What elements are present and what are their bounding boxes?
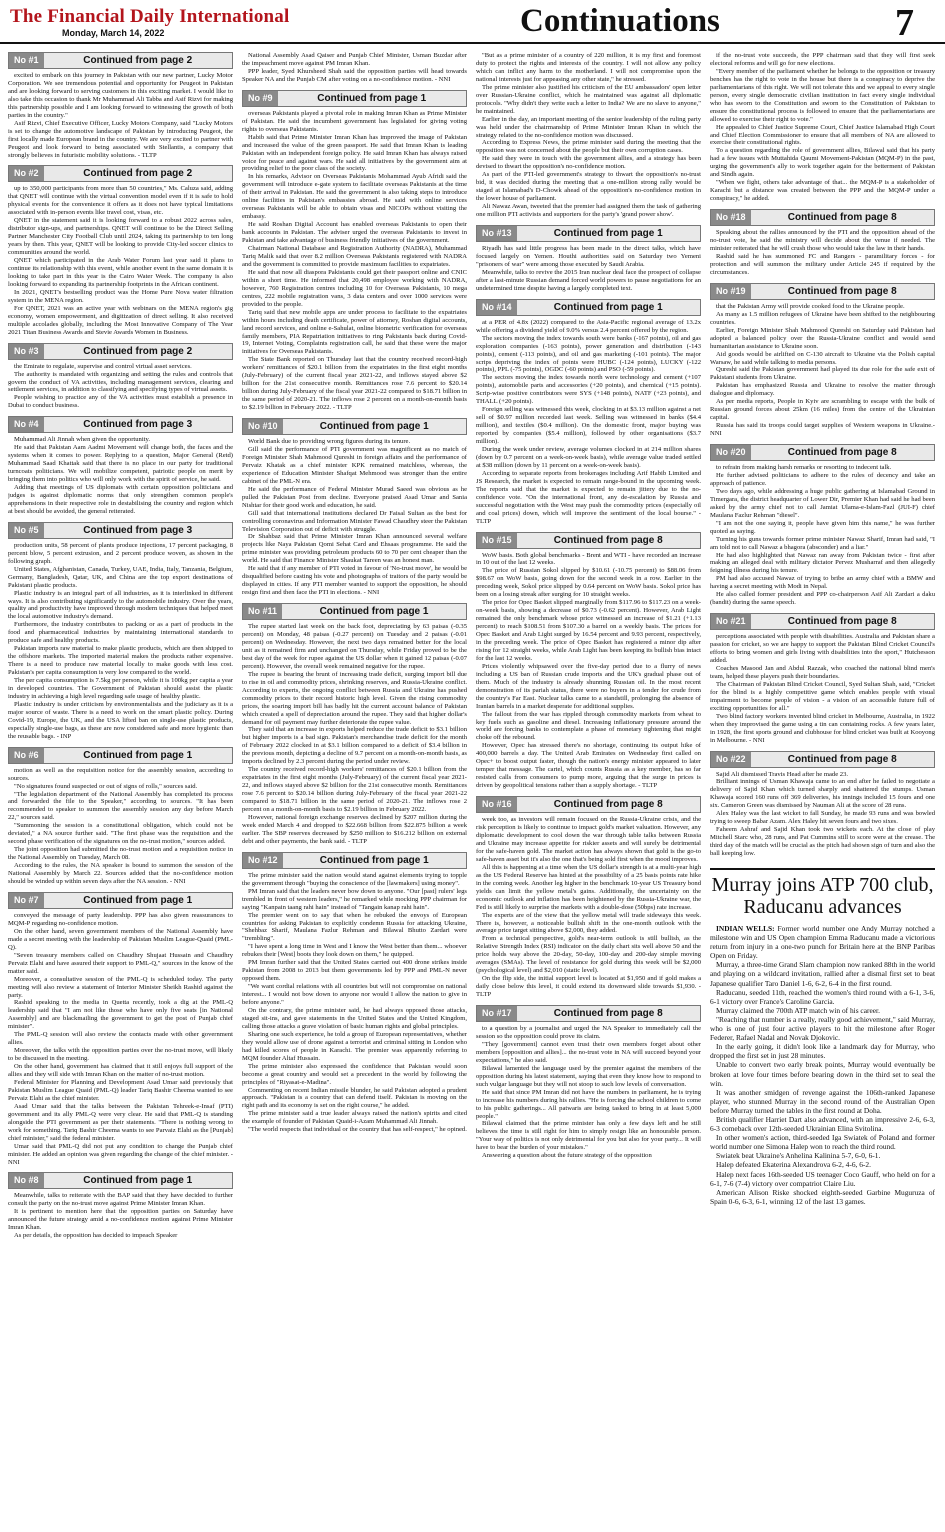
story bbox=[242, 90, 467, 412]
continued-from-label: Continued from page 1 bbox=[317, 92, 427, 104]
story-paragraph: the Emirate to regulate, supervise and control virtual asset services. bbox=[14, 362, 192, 370]
story-body bbox=[242, 872, 467, 1134]
story-header bbox=[8, 747, 233, 764]
story-paragraph: QNET which participated in the Arab Water Forum last year said it plans to continue its relationship with this event, while another event in the same domain it is looking to take part in this year is the Cairo Water Week. The company is also looking forward to expanding its partnership footprints in the African continent. bbox=[8, 257, 233, 288]
story-paragraph: Moreover, a consultative session of the PML-Q is scheduled today. The party meeting will also review a statement of Interior Minister Sheikh Rashid against the party. bbox=[8, 975, 233, 999]
story-paragraph: motion as well as the requisition notice for the assembly session, according to sources. bbox=[8, 766, 233, 782]
story-paragraph: The State Bank reported on Thursday last that the country received record-high workers' remittances of $20.1 billion from the expatriates in the first eight months (July-February) of the current fiscal year 2021-22, and inflows stayed above $2 billion for the 21st consecutive month. Remittances rose 7.6 percent to $20.14 billion during July-February of the fiscal year 2021-22 compared to $18.71 billion in the same period of 2020-21. The inflows rose 2 percent on a month-on-month basis to $2.19 billion in February 2022. - TLTP bbox=[242, 356, 467, 412]
story-body bbox=[476, 319, 701, 526]
story-paragraph: Coaches Masood Jan and Abdul Razzak, who coached the national blind men's team, helped these players push their boundaries. bbox=[710, 665, 935, 680]
story-paragraph: He also called former president and PPP co-chairperson Asif Ali Zardari a daku (bandit) during the same speech. bbox=[710, 591, 935, 607]
story-paragraph: The prime minister also justified his criticism of the EU ambassadors' open letter over Russian-Ukraine conflict, which he maintained was against all diplomatic protocols. "Why didn't they write such a letter to India? We are no slave to anyone," he maintained. bbox=[476, 83, 701, 115]
story bbox=[8, 52, 233, 159]
story bbox=[8, 892, 233, 1167]
story-body bbox=[710, 464, 935, 607]
story-paragraph: Answering a question about the future strategy of the opposition bbox=[482, 1152, 652, 1160]
story bbox=[476, 1005, 701, 1160]
story-paragraph: "Every member of the parliament whether he belongs to the opposition or treasury benches has the right to vote in the house but there is a conspiracy to deprive the parliamentarians of this right. We will not tolerate this and we appeal to every single person, every single democratic civilian institution in fact every single individual who has sworn to the Constitution and sworn to the Constitution of Pakistan to ensure the constitutional process is followed to ensure that the parliamentarians are allowed to exercise their right to vote." bbox=[710, 67, 935, 123]
story-paragraph: "No signatures found suspected or out of signs of rolls," sources said. bbox=[14, 782, 198, 790]
story-paragraph: "The legislation department of the National Assembly has completed its process and forwarded the file to the Speaker," according to sources. "It has been recommended to speaker to summon the assembly session any day before March 22," sources said. bbox=[8, 790, 233, 822]
story-paragraph: Two blind factory workers invented blind cricket in Melbourne, Australia, in 1922 when they improvised the game using a tin can containing rocks. A few years later, in 1928, the first sports ground and clubhouse for blind cricket was built at Kooyong in Melbourne. - NNI bbox=[710, 712, 935, 744]
feature-paragraph: Murray claimed the 700th ATP match win of his career. bbox=[716, 1005, 880, 1015]
story-paragraph: Sharing one such experience, he told a group of European representatives, whether they would allow use of drone against a terrorist and criminal sitting in London who had killed scores of people in Karachi. The premier was apparently referring to MQM founder Altaf Hussain. bbox=[242, 1030, 467, 1062]
story-header bbox=[242, 90, 467, 107]
story-paragraph: In his remarks, Advisor on Overseas Pakistanis Mohammad Ayub Afridi said the government will introduce e-gate system to facilitate overseas Pakistanis at the time of their arrival in Pakistan. He said the government is also taking steps to introduce online facilities in Pakistan's embassies abroad. He said with online services overseas Pakistanis will be able to obtain visas and NICOPs without visiting the embassy. bbox=[242, 173, 467, 221]
story-paragraph: He said the performance of Federal Minister Murad Saeed was obvious as he pulled the Pakistan Post from decline. Everyone praised Asad Umar and Sania Nishtar for their good work and education, he said. bbox=[242, 485, 467, 509]
story-paragraph: "I am not the one saying it, people have given him this name," he was further quoted as saying. bbox=[710, 519, 935, 535]
issue-date: Monday, March 14, 2022 bbox=[62, 28, 165, 38]
feature-paragraph: It was another smidgen of revenge against the 106th-ranked Japanese player, who stunned Murray in the second round of the Australian Open before Murray turned the tables in the first round at Doha. bbox=[710, 1087, 935, 1115]
story-paragraph: The rupee is bearing the brunt of increasing trade deficit, surging import bill due to rise in oil and commodity prices, shrinking reserves, and Russia-Ukraine conflict. According to experts, the ongoing conflict between Russia and Ukraine has pushed commodity prices to their record historic high level. Given the rising commodity prices, the soaring import bill has badly hit the current account balance of Pakistan which created a spell of depreciation around the rupee. They said that higher dollar's demand for oil payment may further deteriorate the rupee value. bbox=[242, 670, 467, 726]
story-paragraph: Plastic industry is under criticism by environmentalists and the judiciary as it is a major source of waste. There is a need to work on the smart plastic policy. During Covid-19, Europe, the UK, and the USA lifted ban on single-use plastic products, especially single-use bags, as these are now considered safe and more hygienic than the reusable bags. - INP bbox=[8, 700, 233, 740]
story-number-badge: No #2 bbox=[9, 166, 44, 181]
feature-paragraph: In the early going, it didn't look like a landmark day for Murray, who dropped the first set in just 28 minutes. bbox=[710, 1042, 935, 1061]
story-header bbox=[242, 418, 467, 435]
story bbox=[476, 532, 701, 791]
story-paragraph: On the other hand, seven government members of the National Assembly have made a secret meeting with the leadership of Pakistan Muslim League-Quaid (PML-Q). bbox=[8, 927, 233, 951]
story-paragraph: Alex Haley was the last wicket to fall Sunday, he made 93 runs and was bowled trying to sweep Babar Azam. Alex Haley hit seven fours and two sixes. bbox=[710, 810, 935, 826]
feature-headline: Murray joins ATP 700 club, Raducanu advances bbox=[710, 868, 935, 918]
story-header bbox=[242, 603, 467, 620]
story bbox=[242, 852, 467, 1134]
continued-from-label: Continued from page 8 bbox=[553, 1008, 663, 1020]
story-paragraph: week too, as investors will remain focused on the Russia-Ukraine crisis, and the risk perception is likely to continue to impact gold's market valuation. However, any diplomatic development to cool down the war through table talks between Russia and Ukraine may increase appetite for riskier assets and will surely be detrimental for the safe-haven gold. The market action has always shown that gold is the go-to safe-haven asset but it's also the one that's being sold first when the mood improves. bbox=[476, 816, 701, 863]
story-paragraph: at a PER of 4.8x (2022) compared to the Asia-Pacific regional average of 13.2x while offering a dividend yield of 9.0% versus 2.4 percent offered by the region. bbox=[476, 318, 701, 334]
story bbox=[710, 52, 935, 203]
story-header bbox=[8, 1172, 233, 1189]
story-body bbox=[242, 438, 467, 597]
story-paragraph: Earlier in the day, an important meeting of the senior leadership of the ruling party was held under the chairmanship of Prime Minister Imran Khan in which the strategy related to the no-confidence motion was discussed. bbox=[476, 115, 701, 139]
story-paragraph: "Seven treasury members called on Chaudhry Shujaat Hussain and Chaudhry Pervaiz Elahi and have assured their support to PML-Q," sources in the know of the matter said. bbox=[8, 951, 233, 975]
story-body bbox=[8, 185, 233, 336]
story bbox=[242, 52, 467, 84]
feature-paragraph: "Reaching that number is a really, really good achievement," said Murray, who is one of just four active players to hit the milestone after Roger Federer, Rafael Nadal and Novak Djokovic. bbox=[710, 1014, 935, 1043]
story bbox=[710, 209, 935, 277]
story-paragraph: Umar said that PML-Q did not put any condition to change the Punjab chief minister. He added an opinion was given regarding the change of the chief minister. - NNI bbox=[8, 1142, 233, 1166]
story-number-badge: No #3 bbox=[9, 344, 44, 359]
story-paragraph: Asif Rizvi, Chief Executive Officer, Lucky Motors Company, said "Lucky Motors is set to change the automotive landscape of Pakistan by introducing Peugeot, the first locally made European brand in the country. We are very excited to partner with Peugeot and look forward to being associated with Stellantis, a company that strongly believes in futuristic mobility solutions. - TLTP bbox=[8, 119, 233, 159]
story bbox=[476, 52, 701, 219]
story-paragraph: The price of Russian Sokol slipped by $10.61 (-10.75 percent) to $88.06 from $98.67 on WoW basis, going down for the second week in a row. Earlier in the preceding week, Sokol price slipped by 0.64 percent on WoW basis. Sokol price has been on a losing streak after surging for 10 straight weeks. bbox=[476, 567, 701, 599]
story-body bbox=[8, 767, 233, 886]
story-paragraph: WoW basis. Both global benchmarks - Brent and WTI - have recorded an increase in 10 out of the last 12 weeks. bbox=[476, 551, 701, 567]
story-paragraph: He appealed to Chief Justice Supreme Court, Chief Justice Islamabad High Court and Chief Election Commissioner to ensure that all members of NA are allowed to exercise their constitutional rights. bbox=[710, 123, 935, 147]
story-body bbox=[710, 771, 935, 858]
continued-from-label: Continued from page 3 bbox=[83, 419, 193, 431]
story-number-badge: No #1 bbox=[9, 53, 44, 68]
story-paragraph: Rashid said he has summoned FC and Rangers - paramilitary forces - for protection and will summon the military under Article 245 if required by the circumstances. bbox=[710, 252, 935, 276]
story-number-badge: No #17 bbox=[477, 1006, 517, 1021]
story-paragraph: Pakistan has emphasized Russia and Ukraine to resolve the matter through dialogue and diplomacy. bbox=[710, 382, 935, 398]
story-paragraph: It is pertinent to mention here that the opposition parties on Saturday have announced the future strategy amid a no-confidence motion against Prime Minister Imran Khan. bbox=[8, 1208, 233, 1232]
feature-paragraph: Halep next faces 16th-seeded US teenager Coco Gauff, who held on for a 6-1, 7-6 (7-4) victory over compatriot Claire Liu. bbox=[710, 1169, 935, 1188]
story-paragraph: Asad Umar said that the talks between the Pakistan Tehreek-e-Insaf (PTI) government and its ally PML-Q were very clear. He said that PML-Q is standing alongside the PTI government as per their statements. "There is nothing wrong to work for something. Tariq Bashir Cheema wants to see Parvaiz Elahi as the [Punjab] chief minister," said the federal minister. bbox=[8, 1102, 233, 1142]
continued-from-label: Continued from page 8 bbox=[787, 212, 897, 224]
story-body bbox=[476, 816, 701, 999]
continued-from-label: Continued from page 1 bbox=[553, 301, 663, 313]
story-paragraph: The prime minister also expressed the confidence that Pakistan would soon become a great country and would set a precedent in the world by following the principles of "Riyasat-e-Madina". bbox=[242, 1062, 467, 1086]
story-body bbox=[8, 436, 233, 516]
story-paragraph: Foreign selling was witnessed this week, clocking in at $3.13 million against a net sell of $0.97 million recorded last week. Selling was witnessed in banks ($4.4 million), and textiles ($0.4 million). On the domestic front, major buying was reported by companies ($5.4 million), followed by other organisations ($3.7 million). bbox=[476, 406, 701, 446]
story bbox=[8, 165, 233, 336]
continued-from-label: Continued from page 1 bbox=[319, 421, 429, 433]
story-paragraph: Federal Minister for Planning and Development Asad Umar said previously that Pakistan Muslim League Quaid (PML-Q) leader Tariq Bashir Cheema wanted to see Pervaiz Elahi as the chief minister. bbox=[8, 1078, 233, 1102]
story-paragraph: "When we fight, others take advantage of that... the MQM-P is a stakeholder of Karachi but a distance was created between the PPP and the MQM-P under a conspiracy," he added. bbox=[710, 179, 935, 203]
story bbox=[710, 613, 935, 744]
dateline: INDIAN WELLS: bbox=[716, 924, 775, 934]
story-paragraph: Plastic industry is an integral part of all industries, as it is interlinked in different ways. It is also contributing significantly to the automobile industry. Over the years, quality and productivity have improved through modern techniques that helped meet the local automotive industry's demand. bbox=[8, 589, 233, 621]
feature-paragraph: Murray, a three-time Grand Slam champion now ranked 88th in the world and playing on a wildcard invitation, rallied after a dismal first set to beat Japanese qualifier Taro Daniel 1-6, 6-2, 6-4 in the first round. bbox=[710, 960, 935, 988]
story-header bbox=[476, 796, 701, 813]
feature-paragraph: British qualifier Harriet Dart also advanced, with an impressive 2-6, 6-3, 6-3 comeback over 12th-seeded Ukrainian Elina Svitolina. bbox=[710, 1114, 935, 1134]
story-paragraph: The prime minister said a true leader always raised the nation's spirits and cited the example of founder of Pakistan Quaid-i-Azam Muhammad Ali Jinnah. bbox=[242, 1110, 467, 1126]
story-header bbox=[8, 522, 233, 539]
column-1 bbox=[8, 52, 233, 1526]
feature-paragraph-text: Former world number one Andy Murray notched a milestone win and US Open champion Emma Raducanu made a victorious return from injury in a one-two punch for Britain here at the BNP Paribas Open on Friday. bbox=[710, 924, 935, 961]
column-4 bbox=[710, 52, 935, 1526]
story-body bbox=[710, 52, 935, 203]
story-paragraph: During the week under review, average volumes clocked in at 214 million shares (down by 0.7 percent on a week-on-week basis), while average value traded settled at $38 million (down by 11 percent on a week-on-week basis). bbox=[476, 445, 701, 469]
story-paragraph: However, national foreign exchange reserves declined by $207 million during the week ended March 4 and dropped to $22.668 billion from $22.875 billion a week earlier. The SBP reserves decreased by $250 million to $16.212 billion on external debt and other payments, the bank said. - TLTP bbox=[242, 813, 467, 845]
continued-from-label: Continued from page 2 bbox=[83, 345, 193, 357]
feature-paragraph: Swiatek beat Ukraine's Anhelina Kalinina 5-7, 6-0, 6-1. bbox=[716, 1151, 881, 1161]
story-paragraph: Faheem Ashraf and Sajid Khan took two wickets each. At the close of play Mitchell Starc who, 28 runs, and Pat Cummins still to score were at the crease. The third day of the match will be crucial as the pitch had shown sign of turn and also the ball keeping low. bbox=[710, 826, 935, 858]
story-number-badge: No #4 bbox=[9, 417, 44, 432]
story-body bbox=[242, 52, 467, 84]
story-paragraph: He said Roshan Digital Account has enabled overseas Pakistanis to open their bank accounts in Pakistan. The adviser urged the overseas Pakistanis to invest in Pakistan and take advantage of business friendly initiatives of the government. bbox=[242, 221, 467, 245]
story bbox=[8, 343, 233, 411]
continued-from-label: Continued from page 8 bbox=[787, 753, 897, 765]
story-paragraph: People wishing to practice any of the VA activities must establish a presence in Dubai to conduct business. bbox=[8, 394, 233, 410]
column-2 bbox=[242, 52, 467, 1526]
story-paragraph: Gill said that international institutions declared Dr Faisal Sultan as the best for controlling coronavirus and Information Minister Fawad Chaudhry steer the Pakistan Television Corporation out of deficit with struggle. bbox=[242, 509, 467, 533]
story-paragraph: "They [government] cannot even trust their own members forget about other members [opposition and allies]... the no-trust vote in NA will succeed beyond your expectations," he also said. bbox=[476, 1040, 701, 1064]
story-body bbox=[242, 110, 467, 412]
story-number-badge: No #5 bbox=[9, 523, 44, 538]
story-paragraph: In 2021, QNET's bestselling product was the Home Pure Nova water filtration system in the MENA region. bbox=[8, 288, 233, 304]
story-number-badge: No #15 bbox=[477, 533, 517, 548]
story-paragraph: perceptions associated with people with disabilities. Australia and Pakistan share a passion for cricket, so we are happy to support the Pakistan Blind Cricket Council's efforts to bring women and girls living with disabilities into the sport," Hutchesson added. bbox=[710, 633, 935, 665]
story-header bbox=[8, 52, 233, 69]
story bbox=[8, 416, 233, 516]
story-header bbox=[8, 892, 233, 909]
continued-from-label: Continued from page 8 bbox=[553, 534, 663, 546]
story-header bbox=[8, 416, 233, 433]
story-paragraph: As many as 1.5 million refugees of Ukraine have been shifted to the neighbouring countries. bbox=[710, 310, 935, 326]
story-paragraph: He said that Pakistan Aam Aadmi Movement will change both, the faces and the systems when it comes to power. Replying to a question, Major General (Retd) Muhammad Saad Khattak said that there is no place in our party for traditional turncoats politicians. We will mobilize competent, patriotic people on merit by bringing them into politics who will only work with the spirit of service, he said. bbox=[8, 444, 233, 484]
feature-body bbox=[710, 924, 935, 1206]
story-number-badge: No #7 bbox=[9, 893, 44, 908]
story-paragraph: Habib said that Prime Minister Imran Khan has improved the image of Pakistan and increased the value of the green passport. He said that Imran Khan is leading Pakistan with an independent foreign policy. He said Imran Khan has always raised voice for peace and against wars. He said all initiatives by the government aim at providing relief to the poor class of the society. bbox=[242, 133, 467, 173]
story-paragraph: On the other hand, government has claimed that it still enjoys full support of the allies and they will side with Imran Khan on the matter of no-trust motion. bbox=[8, 1063, 233, 1079]
story-paragraph: The per capita consumption is 7.5kg per person, while it is 100kg per capita a year in developed countries. The Government of Pakistan should assist the plastic industry in achieving a high level regarding safe usage of healthy plastic. bbox=[8, 677, 233, 700]
story bbox=[476, 225, 701, 293]
story-paragraph: Speaking about the rallies announced by the PTI and the opposition ahead of the no-trust vote, he said the ministry will decide about the venue if needed. The minister reiterated that he will crush those who would take the law in their hands. bbox=[710, 229, 935, 253]
story-body bbox=[8, 542, 233, 741]
story-paragraph: excited to embark on this journey in Pakistan with our new partner, Lucky Motor Corporation. We see tremendous potential and opportunity for Peugeot in Pakistan and are looking forward to serving customers in this exciting market. I would like to also take this occasion to thank Mr Muhammad Ali Tabba and Asif Rizvi for making this partnership possible and I am looking forward to witnessing the growth of both parties in the country." bbox=[8, 72, 233, 119]
story-paragraph: The rupee started last week on the back foot, depreciating by 63 paisas (-0.35 percent) on Monday, 48 paisas (-0.27 percent) on Tuesday and 2 paisas (-0.01 percent) on Wednesday. However, the next two days remained better for the local unit as it remained firm and unchanged on Thursday, while Friday proved to be the best day of the week for rupee against the US dollar when it gained 12 paisas (-0.07 percent). However, the overall week remained negative for the rupee. bbox=[242, 623, 467, 670]
story-body bbox=[476, 552, 701, 791]
story-paragraph: The PML-Q session will also review the contacts made with other government allies. bbox=[8, 1031, 233, 1047]
story-header bbox=[710, 444, 935, 461]
continued-from-label: Continued from page 1 bbox=[83, 749, 193, 761]
story-paragraph: The prime minister said the nation would stand against elements trying to topple the government through "buying the conscience of the [lawmakers] using money". bbox=[242, 871, 467, 887]
continued-from-label: Continued from page 2 bbox=[83, 168, 193, 180]
story-paragraph: The sectors moving the index towards north were technology and cement (+107 points), automobile parts and accessories (+20 points), and chemical (+15 points). Scrip-wise positive contributors were SYS (+148 points), NATF (+23 points), and THALL (+20 points). bbox=[476, 374, 701, 406]
story-paragraph: PM had also accused Nawaz of trying to bribe an army chief with a BMW and having a secret meeting with Modi in Nepal. bbox=[710, 575, 935, 591]
story-paragraph: National Assembly Asad Qaiser and Punjab Chief Minister, Usman Buzdar after the impeachment move against PM Imran Khan. bbox=[242, 52, 467, 67]
feature-paragraph bbox=[710, 924, 935, 960]
story-body bbox=[8, 363, 233, 411]
story-paragraph: From a technical perspective, gold's near-term outlook is still bullish, as the Relative Strength Index (RSI) indicator on the daily chart sits well above 50 and the price holds way above the 20-day, 50-day, 100-day and 200-day simple moving averages (SMAs). The level of resistance for gold during this week will be $2,000 (psychological level) and $2,010 (static level). bbox=[476, 935, 701, 975]
story-paragraph: "The world respects that individual or the country that has self-respect," he opined. bbox=[248, 1126, 467, 1134]
story-paragraph: Commenting on recent Indian missile blunder, he said Pakistan adopted a prudent approach. "Pakistan is a country that can defend itself. Pakistan is moving on the right path and its economy is set on the right course," he added. bbox=[242, 1086, 467, 1110]
column-3 bbox=[476, 52, 701, 1526]
story-paragraph: Chairman National Database and Registration Authority (NADRA), Muhammad Tariq Malik said that over 8.2 million Overseas Pakistanis registered with NADRA and the government is committed to provide maximum facilities to expatriates. bbox=[242, 245, 467, 268]
story bbox=[476, 796, 701, 999]
story-number-badge: No #18 bbox=[711, 210, 751, 225]
story-paragraph: Rashid speaking to the media in Quetta recently, took a dig at the PML-Q leadership said that "I am not like those who have only five seats [in National Assembly] and are blackmailing the government to get the post of Punjab chief minister". bbox=[8, 999, 233, 1031]
story-paragraph: Dr Shahbaz said that Prime Minister Imran Khan announced several welfare projects like Naya Pakistan Qomi Sehat Card and Ehsaas programme. He said the prime minister was providing petroleum products 60 to 70 per cent cheaper than the world. He said that Finance Minister Shaukat Tareen was an honest man. bbox=[242, 533, 467, 565]
story-number-badge: No #22 bbox=[711, 752, 751, 767]
story bbox=[710, 444, 935, 607]
feature-paragraph: Unable to convert two early break points, Murray would eventually be broken at love four times before bearing down in the third set to seal the win. bbox=[710, 1060, 935, 1088]
story-number-badge: No #10 bbox=[243, 419, 283, 434]
story-paragraph: He said they were in touch with the government allies, and a strategy has been devised to thwart the opposition's no-confidence motion. bbox=[476, 155, 701, 171]
story-number-badge: No #20 bbox=[711, 445, 751, 460]
section-title: Continuations bbox=[520, 3, 720, 39]
story-paragraph: For QNET, 2021 was an active year with webinars on the MENA region's gig economy, women empowerment, and digitization of direct selling. It also received multiple accolades globally, including the Most Innovative Company of The Year 2021 Titan Business Awards and Stevie Awards Women in Business. bbox=[8, 304, 233, 336]
story-number-badge: No #14 bbox=[477, 300, 517, 315]
story-paragraph: He said that if any member of PTI voted in favour of 'No-trust move', he would be disqualified before casting his vote and photographs of traitors of the party would be displayed in cities. If any PTI member wanted to support the opposition, he should resign first and then face the PTI in elections. - NNI bbox=[242, 565, 467, 597]
story-paragraph: Sajid Ali dismissed Travis Head after he made 23. bbox=[716, 770, 849, 778]
story-paragraph: They said that an increase in exports helped reduce the trade deficit to $3.1 billion but higher imports is a bad sign. Pakistan's merchandise trade deficit for the month of February 2022 clocked in at $3.1 billion compared to a deficit of $3.4 billion in the previous month, depicting a decline of 9.7 percent on a month-on-month basis, as imports declined by 2.3 percent during the period under review. bbox=[242, 726, 467, 766]
story-body bbox=[476, 245, 701, 293]
story-paragraph: He said that since PM Imran did not have the numbers in parliament, he is trying to increase his numbers during his rallies. "He is forcing the school children to come to his public gatherings... All patwaris are being tasked to bring in at least 5,000 people." bbox=[476, 1088, 701, 1120]
story-paragraph: Muhammad Ali Jinnah when given the opportunity. bbox=[14, 436, 151, 444]
story-body bbox=[8, 912, 233, 1167]
continued-from-label: Continued from page 8 bbox=[553, 799, 663, 811]
story-paragraph: production units, 58 percent of plants produce injections, 17 percent packaging, 8 percent blow, 5 percent extrusion, and 2 percent produce woven, as shown in the following graph. bbox=[8, 541, 233, 565]
story-paragraph: Earlier, Foreign Minister Shah Mahmood Qureshi on Saturday said Pakistan had adopted a balanced policy over the Russia-Ukraine conflict and would send humanitarian assistance to Ukraine soon. bbox=[710, 326, 935, 350]
story-paragraph: PPP leader, Syed Khursheed Shah said the opposition parties will head towards Speaker NA and the Punjab CM after voting on a no-confidence motion. - NNI bbox=[242, 67, 467, 83]
feature-paragraph: In other women's action, third-seeded Iga Swiatek of Poland and former world number one Simona Halep won to reach the third round. bbox=[710, 1133, 935, 1152]
story-paragraph: Gill said the performance of PTI government was magnificent as no match of Foreign Minister Shah Mahmood Qureshi in foreign affairs and the performance of Pervaiz Khatak as a chief minister KPK remained matchless, whereas, the experience of Education Minister Shafqat Mehmood was stronger than the entire cabinet of the PML-N era. bbox=[242, 445, 467, 485]
story-paragraph: Turning his guns towards former prime minister Nawaz Sharif, Imran had said, "I am told not to call Nawaz a bhagora (absconder) and a liar." bbox=[710, 535, 935, 551]
story-paragraph: As part of the PTI-led government's strategy to thwart the opposition's no-trust bid, it was decided during the meeting that a one-million strong rally would be staged at Islamabad's D-Chowk ahead of the opposition's no-confidence motion in the lower house of parliament. bbox=[476, 171, 701, 203]
story-paragraph: "I have spent a long time in West and I know the West better than them... whoever rebukes their [West] boots they look down on them," he quipped. bbox=[242, 943, 467, 959]
story-paragraph: All this is happening at a time when the US dollar's strength is at a multi-year high as the US Federal Reserve has hinted at the possibility of a 25 basis points rate hike in the coming week. Another leg higher in the benchmark 10-year US Treasury bond yields can limit the yellow metal's gains. Additionally, the uncertainty on the economic outlook and inflation has been heightened by the Russia-Ukraine war, the Fed is still likely to surprise the markets with a double-dose (50bps) rate increase. bbox=[476, 863, 701, 911]
story bbox=[710, 751, 935, 858]
story-paragraph: Meanwhile, talks to revive the 2015 Iran nuclear deal face the prospect of collapse after a last-minute Russian demand forced world powers to pause negotiations for an undetermined time despite having a largely completed text. bbox=[476, 268, 701, 292]
story-number-badge: No #16 bbox=[477, 797, 517, 812]
story-paragraph: The country received record-high workers' remittances of $20.1 billion from the expatriates in the first eight months (July-February) of the current fiscal year 2021-22, and inflows stayed above $2 billion for the 21st consecutive month. Remittances rose 7.6 percent to $20.14 billion during July-February of the fiscal year 2021-22 compared to $18.71 billion in the same period of 2020-21. The inflows rose 2 percent on a month-on-month basis to $2.19 billion in February 2022. bbox=[242, 766, 467, 814]
continued-from-label: Continued from page 1 bbox=[319, 854, 429, 866]
story-paragraph: The price for Opec Basket slipped marginally from $117.96 to $117.23 on a week-on-week basis, showing a decrease of $0.73 (-0.62 percent). However, Arab Light remained the only benchmark whose price witnessed an increase of $1.21 (+1.13 percent) to reach $108.51 from $107.30 a barrel on a weekly basis. The prices for Opec Basket and Arab Light surged by 16.54 percent and 9.93 percent, respectively, in the preceding week. The price of Opec Basket has registered a minor dip after rising for 12 straight weeks, while Arab Light has been keeping its bullish bias intact for the last 12 weeks. bbox=[476, 599, 701, 662]
story bbox=[476, 299, 701, 526]
story-paragraph: QNET in the statement said it is looking forward to a robust 2022 across sales, distributor sign-ups, and partnerships. QNET will continue to be the Direct Selling Partner Manchester City Football Club until 2024, taking its partnership to ten long years by then. This year, QNET will be looking to provide City-led soccer clinics to communities around the world. bbox=[8, 217, 233, 257]
story-paragraph: The experts are of the view that the yellow metal will trade sideways this week. There is, however, a noticeable bullish shift in the one-month outlook with the average price target sitting above $2,000, they added. bbox=[476, 911, 701, 935]
story-paragraph: conveyed the message of party leadership. PPP has also given reassurances to MQM-P regarding no-confidence motion. bbox=[8, 911, 233, 927]
story-header bbox=[476, 1005, 701, 1022]
story-paragraph: Bilawal claimed that the prime minister has only a few days left and he still believes the time is still right for him to simply resign like an honourable person. "Your way of politics is not only detrimental for you but also for your party... It will have to bear the burden of your mistakes." bbox=[476, 1120, 701, 1152]
story-header bbox=[710, 283, 935, 300]
story-paragraph: United States, Afghanistan, Canada, Turkey, UAE, India, Italy, Tanzania, Belgium, Germany, Bangladesh, Qatar, UK, and China are the top export destinations of Pakistani plastic products. bbox=[8, 565, 233, 589]
feature-paragraph: Halep defeated Ekaterina Alexandrova 6-2, 4-6, 6-2. bbox=[716, 1160, 871, 1170]
story-paragraph: Meanwhile, talks to reiterate with the BAP said that they have decided to further consult the party on the no-trust move against Prime Minister Imran Khan. bbox=[8, 1192, 233, 1208]
feature-paragraph: Raducanu, seeded 11th, reached the women's third round with a 6-1, 3-6, 6-1 victory over France's Caroline Garcia. bbox=[710, 987, 935, 1006]
continued-from-label: Continued from page 1 bbox=[553, 228, 663, 240]
story-paragraph: that the Pakistan Army will provide cooked food to the Ukraine people. bbox=[716, 302, 905, 310]
story-body bbox=[710, 303, 935, 438]
story-number-badge: No #8 bbox=[9, 1173, 44, 1188]
feature-paragraph: American Alison Riske shocked eighth-seeded Garbine Muguruza of Spain 0-6, 6-3, 6-1, winning 12 of the last 13 games. bbox=[710, 1187, 935, 1206]
story-paragraph: Moreover, the talks with the opposition parties over the no-trust move, will likely to be discussed in the meeting. bbox=[8, 1047, 233, 1063]
story bbox=[8, 747, 233, 886]
story-paragraph: The sectors moving the index towards south were banks (-167 points), oil and gas exploration companies (-163 points), power generation and distribution (-143 points), cement (-113 points), and oil and gas marketing (-101 points). The major scrips depriving the index of points were HUBC (-124 points), LUCKY (-122 points), PPL (-75 points), OGDC (-60 points) and PSO (-59 points). bbox=[476, 334, 701, 374]
story-paragraph: to refrain from making harsh remarks or resorting to indecent talk. bbox=[716, 464, 892, 472]
story-number-badge: No #21 bbox=[711, 614, 751, 629]
story-paragraph: Brilliant innings of Usman Khawaja came to an end after he failed to negotiate a delivery of Sajid Khan which turned sharply and shattered the stumps. Usman Khawaja scored 160 runs off 369 deliveries, his innings included 15 fours and one six. Cameron Green was dismissed by Nauman Ali at the score of 28 runs. bbox=[710, 778, 935, 810]
story-paragraph: Tariq said that new mobile apps are under process to facilitate to the expatriates within hours including death certificate, power of attorney, Roshan digital accounts, land record services, and online e-Sahulat, online biometric verification for overseas family members, PIA Repatriation initiatives to ring Pakistanis back during Covid-19, Internet Voting, Complaints registration call, he said that these were the major initiatives for Overseas Pakistanis. bbox=[242, 308, 467, 356]
story-paragraph: Furthermore, the industry contributes to packing or as a part of products in the food and pharmaceutical industries by maintaining international standards to produce safe and healthy products. bbox=[8, 621, 233, 645]
story-paragraph: According to Express News, the prime minister said during the meeting that the opposition was not concerned about the people but their own corruption cases. bbox=[476, 139, 701, 155]
story bbox=[8, 522, 233, 741]
story-paragraph: The Chairman of Pakistan Blind Cricket Council, Syed Sultan Shah, said, "Cricket for the blind is a highly competitive game which enables people with visual impairment to become people of vision - a vision of an accessible future full of exciting opportunities for all." bbox=[710, 680, 935, 712]
story-number-badge: No #19 bbox=[711, 284, 751, 299]
story-header bbox=[710, 209, 935, 226]
story-body bbox=[8, 1192, 233, 1240]
story-paragraph: "Summoning the session is a constitutional obligation, which could not be deviated," a NA source further said. "The first phase was the requisition and the second phase verification of the signatures on the no-trust motion," sources added. bbox=[8, 822, 233, 846]
story-paragraph: Bilawal lamented the language used by the premier against the members of the opposition during his latest statement, saying that even they know how to respond to such vulgar language but they will not stoop to such low levels of conversation. bbox=[476, 1064, 701, 1088]
story-paragraph: Pakistan imports raw material to make plastic products, which are then shipped to the offshore markets. The imported material makes the products rather expensive. There is a need to produce raw material locally to make goods with less cost. Pakistan's per capita consumption is very low compared to the world. bbox=[8, 645, 233, 677]
story-paragraph: PM Imran further said that the United States carried out 400 drone strikes inside Pakistan from 2008 to 2013 but them governments led by PPP and PML-N never opposed them. bbox=[242, 959, 467, 983]
story-number-badge: No #9 bbox=[243, 91, 278, 106]
story-body bbox=[710, 633, 935, 744]
continued-from-label: Continued from page 2 bbox=[83, 55, 193, 66]
story-paragraph: "But as a prime minister of a country of 220 million, it is my first and foremost duty to protect the rights and interests of the country. I will not allow any policy which can inflict any harm to the motherland. I will not compromise upon the national interests just for appeasing any other state," he stressed. bbox=[476, 52, 701, 83]
story-number-badge: No #11 bbox=[243, 604, 282, 619]
story-paragraph: The joint opposition had submitted the no-trust motion and a requisition notice in the National Assembly on Tuesday, March 08. bbox=[8, 846, 233, 862]
masthead bbox=[0, 0, 945, 44]
story-number-badge: No #6 bbox=[9, 748, 44, 763]
story-paragraph: Prices violently whipsawed over the five-day period due to a flurry of news including a US ban of Russian crude imports and the UK's gradual phase out of them. Much of the industry is already shunning Russian oil. In the most recent demonstration of its pariah status, there were no buyers in a tender for crude from the country's Far East. Nuclear talks came to a standstill, prolonging the absence of Iranian barrels in a market desperate for additional supplies. bbox=[476, 662, 701, 710]
story bbox=[242, 418, 467, 597]
story-paragraph: Qureshi said the Pakistan government had played its due role for the safe exit of Pakistani students from Ukraine. bbox=[710, 366, 935, 382]
story-paragraph: According to separate reports from brokerages including Arif Habib Limited and JS Research, the market is expected to remain range-bound in the upcoming week. The reports said that the market is expected to remain jittery due to the no-confidence vote. "On the international front, any de-escalation by Russia and successful negotiation with the West may push the commodity prices (especially oil and coal prices) down, which will improve the sentiment of the local bourse." - TLTP bbox=[476, 469, 701, 525]
story-body bbox=[476, 1025, 701, 1160]
story-paragraph: However, Opec has stressed there's no shortage, continuing its output hike of 400,000 barrels a day. The United Arab Emirates on Wednesday first called on Opec+ to boost output faster, though the nation's energy minister appeared to later temper that message. The cartel, which counts Russia as a key member, has so far resisted calls from consumers to pump more, arguing that the surge in prices is driven by geopolitical tensions rather than a supply shortage. - TLTP bbox=[476, 742, 701, 790]
story-paragraph: Riyadh has said little progress has been made in the direct talks, which have focused largely on Yemen. Houthi authorities said on Saturday two Yemeni "prisoners of war" were among those executed by Saudi Arabia. bbox=[476, 245, 701, 268]
story-body bbox=[476, 52, 701, 219]
story-header bbox=[8, 343, 233, 360]
story-paragraph: As per media reports, People in Kyiv are scrambling to escape with the bulk of Russian ground forces about 25km (16 miles) from the centre of the Ukrainian capital. bbox=[710, 398, 935, 422]
story-body bbox=[242, 623, 467, 846]
story-body bbox=[710, 229, 935, 277]
story-header bbox=[476, 225, 701, 242]
story-paragraph: The fallout from the war has rippled through commodity markets from wheat to key fuels such as gasoline and diesel. Increasing inflationary pressure around the world are forcing banks to contemplate a phase of monetary tightening that might choke off the rebound. bbox=[476, 710, 701, 742]
continued-from-label: Continued from page 8 bbox=[787, 285, 897, 297]
story-header bbox=[242, 852, 467, 869]
story-header bbox=[476, 532, 701, 549]
story-paragraph: Adding that meetings of US diplomats with certain opposition politicians and judges is against diplomatic norms that only strengthen common people's apprehensions in their respective role in destabilising the country and region which at best should be avoided, the general reiterated. bbox=[8, 484, 233, 515]
story-header bbox=[8, 165, 233, 182]
story-paragraph: overseas Pakistanis played a pivotal role in making Imran Khan as Prime Minister of Pakistan. He said the incumbent government has legislated for giving voting rights to overseas Pakistanis. bbox=[242, 109, 467, 133]
story-paragraph: "We want cordial relations with all countries but will not compromise on national interest... I would not bow down to anyone nor would I allow the nation to give in before anyone." bbox=[242, 983, 467, 1007]
continued-from-label: Continued from page 1 bbox=[319, 606, 429, 618]
story-body bbox=[8, 72, 233, 159]
story-paragraph: He had also highlighted that Nawaz ran away from Pakistan twice - first after making an alleged deal with military dictator Pervez Musharraf and then allegedly feigning illness during his tenure. bbox=[710, 551, 935, 575]
story-paragraph: As per details, the opposition has decided to impeach Speaker bbox=[14, 1232, 178, 1240]
story-header bbox=[710, 613, 935, 630]
story-paragraph: up to 350,000 participants from more than 50 countries," Ms. Caluza said, adding that QNET will continue with the virtual convention model even if it is safe to hold physical events for the convenience it offers as it does not have typical limitations associated with in-person events like travel cost, visas, etc. bbox=[8, 185, 233, 217]
story-number-badge: No #12 bbox=[243, 853, 283, 868]
story-paragraph: On the contrary, the prime minister said, he had always opposed those attacks, staged sit-ins, and gave statements in the United States and the United Kingdom, calling those attacks a grave violation of basic human rights and global principles. bbox=[242, 1006, 467, 1030]
story-header bbox=[710, 751, 935, 768]
story bbox=[242, 603, 467, 846]
story-paragraph: The authority is mandated with organizing and setting the rules and controls that govern the conduct of VA activities, including management services, clearing and settlement services, in addition to classifying and specifying types of virtual assets. bbox=[8, 370, 233, 394]
story-paragraph: He further advised politicians to adhere to the rules of decency and take an approach of patience. bbox=[710, 471, 935, 487]
story-paragraph: Ali Nawaz Awan, tweeted that the premier had assigned them the task of gathering one million PTI activists and supporters for the party's 'grand power show'. bbox=[476, 203, 701, 219]
story bbox=[8, 1172, 233, 1240]
story-header bbox=[476, 299, 701, 316]
story-paragraph: Two days ago, while addressing a huge public gathering at Islamabad Ground in Timergara, the district headquarter of Lower Dir, Premier Khan had said he had been asked by the army chief not to call Jamiat Ulama-e-Islam-Fazl (JUI-F) chief Maulana Fazlur Rehman "diesel". bbox=[710, 487, 935, 519]
continued-from-label: Continued from page 8 bbox=[787, 447, 897, 459]
story-paragraph: He said that now all diaspora Pakistanis could get their passport online and CNIC within a short time. He informed that 20,498 employee working with NADRA, however, 760 Registration centres including 10 for Overseas Pakistanis, 10 mega centres, 222 mobile registration vans, 3 data centers and over 1000 services were provided to the people. bbox=[242, 268, 467, 308]
story bbox=[710, 283, 935, 438]
story-paragraph: if the no-trust vote succeeds, the PPP chairman said that they will first seek electoral reforms and will go for new elections. bbox=[710, 52, 935, 67]
story-paragraph: On the flip side, the initial support level is located at $1,950 and if gold makes a daily close below this level, it could extend its downward slide towards $1,930. - TLTP bbox=[476, 975, 701, 999]
continued-from-label: Continued from page 8 bbox=[787, 616, 897, 628]
story-paragraph: Russia has said its troops could target supplies of Western weapons in Ukraine.- NNI bbox=[710, 422, 935, 438]
page-number: 7 bbox=[895, 2, 914, 44]
story-paragraph: PM Imran said that the leaders never bow down to anyone. "Our [past] rulers' legs trembled in front of western leaders," he remarked while mocking PPP chairman for saying "Kanpain taang rahi hain" instead of "Tangain kanap rahi hain". bbox=[242, 887, 467, 911]
columns bbox=[8, 52, 937, 1526]
story-paragraph: World Bank due to providing wrong figures during its tenure. bbox=[248, 438, 411, 446]
story-paragraph: To a question regarding the role of government allies, Bilawal said that his party had a few issues with Muttahida Qaumi Movement-Pakistan (MQM-P) in the past, urging the government's ally to work together again for the betterment of Pakistan and Sindh again. bbox=[710, 147, 935, 179]
story-paragraph: to a question by a journalist and urged the NA Speaker to immediately call the session so the opposition could prove its claim. bbox=[476, 1025, 701, 1040]
continued-from-label: Continued from page 3 bbox=[83, 524, 193, 536]
story-number-badge: No #13 bbox=[477, 226, 517, 241]
story-paragraph: According to the rules, the NA speaker is bound to summon the session of the National Assembly by March 22. Sources added that the no-confidence motion should be winded up within seven days after the NA session. - NNI bbox=[8, 862, 233, 886]
story-paragraph: Aid goods would be airlifted on C-130 aircraft to Ukraine via the Polish capital Warsaw, he said while talking to media persons. bbox=[710, 350, 935, 366]
story-paragraph: The premier went on to say that when he rebuked the envoys of European countries for asking Pakistan to explicitly condemn Russia for attacking Ukraine, "Shehbaz Sharif, Maulana Fazlur Rehman and Bilawal Bhutto Zardari were "trembling". bbox=[242, 911, 467, 943]
continued-from-label: Continued from page 1 bbox=[83, 894, 193, 906]
newspaper-brand: The Financial Daily International bbox=[10, 6, 290, 27]
continued-from-label: Continued from page 1 bbox=[83, 1175, 193, 1187]
